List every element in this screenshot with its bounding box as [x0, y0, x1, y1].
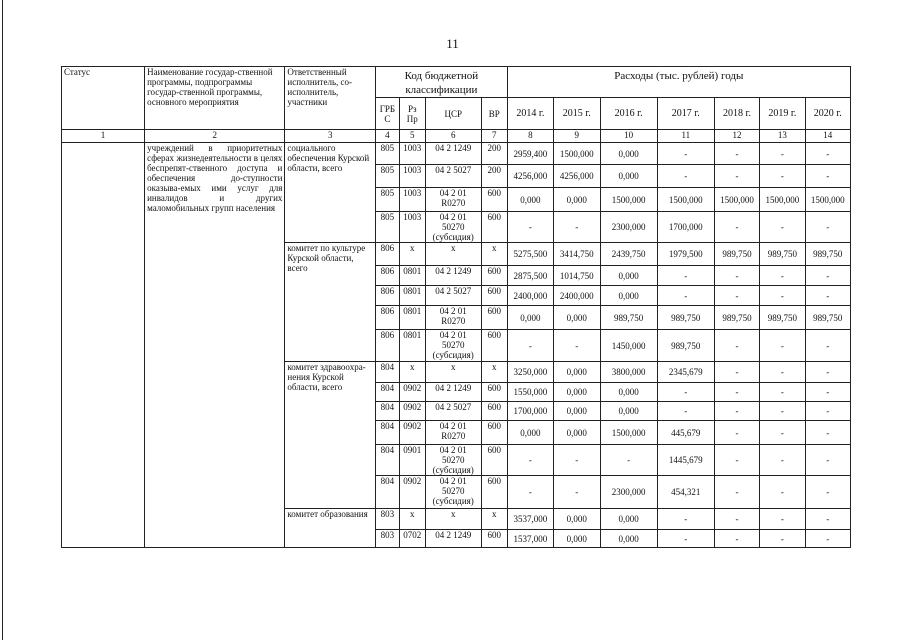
program-description: учреждений в приоритетных сферах жизнедеятельности в целях беспрепят-ственного доступа и обеспечения до-ступности оказыва-емых ими услуг для инвалидов и других маломобильных групп населения [145, 143, 285, 548]
rzpr-cell: 1003 [399, 143, 425, 165]
grbs-cell: 804 [376, 476, 400, 509]
expense-value: 989,750 [714, 306, 759, 330]
vr-cell: х [481, 362, 507, 383]
expense-value: - [714, 509, 759, 530]
expense-value: 2400,000 [554, 286, 600, 306]
page-number: 11 [446, 36, 459, 51]
csr-cell: 04 2 01 50270 (субсидия) [425, 212, 481, 243]
expense-value: 989,750 [657, 306, 714, 330]
grbs-cell: 804 [376, 402, 400, 421]
header-rzpr: Рз Пр [399, 98, 425, 130]
expense-value: 3414,750 [554, 243, 600, 266]
expense-value: 1500,000 [805, 188, 850, 212]
header-year: 2019 г. [760, 98, 805, 130]
vr-cell: 600 [481, 286, 507, 306]
rzpr-cell: х [399, 509, 425, 530]
expense-value: 1014,750 [554, 266, 600, 286]
expense-value: - [760, 266, 805, 286]
csr-cell: 04 2 01 50270 (субсидия) [425, 330, 481, 362]
expense-value: 0,000 [554, 362, 600, 383]
expense-value: - [507, 330, 553, 362]
header-vr: ВР [481, 98, 507, 130]
rzpr-cell: 0801 [399, 286, 425, 306]
rzpr-cell: 1003 [399, 188, 425, 212]
expense-value: 2875,500 [507, 266, 553, 286]
expense-value: - [554, 212, 600, 243]
expense-value: - [714, 165, 759, 188]
vr-cell: 600 [481, 330, 507, 362]
expense-value: - [657, 143, 714, 165]
vr-cell: 600 [481, 530, 507, 548]
expense-value: - [760, 362, 805, 383]
expense-value: - [507, 476, 553, 509]
expense-value: - [657, 266, 714, 286]
expense-value: - [760, 143, 805, 165]
responsible-organization: социального обеспечения Курской области, всего [285, 143, 376, 243]
expense-value: - [657, 509, 714, 530]
header-csr: ЦСР [425, 98, 481, 130]
expense-value: 1550,000 [507, 383, 553, 402]
rzpr-cell: 0801 [399, 330, 425, 362]
csr-cell: х [425, 243, 481, 266]
expense-value: - [760, 165, 805, 188]
expense-value: - [507, 445, 553, 476]
csr-cell: 04 2 1249 [425, 383, 481, 402]
expense-value: - [805, 165, 850, 188]
vr-cell: 600 [481, 445, 507, 476]
expense-value: 0,000 [507, 421, 553, 445]
column-number: 3 [285, 130, 376, 143]
column-number: 1 [62, 130, 145, 143]
expense-value: 1500,000 [714, 188, 759, 212]
csr-cell: 04 2 01 50270 (субсидия) [425, 476, 481, 509]
header-status: Статус [62, 67, 145, 130]
expense-value: - [714, 476, 759, 509]
expense-value: 1700,000 [507, 402, 553, 421]
expense-value: 0,000 [507, 306, 553, 330]
csr-cell: х [425, 362, 481, 383]
expense-value: - [507, 212, 553, 243]
vr-cell: 600 [481, 306, 507, 330]
csr-cell: 04 2 5027 [425, 165, 481, 188]
expense-value: 2300,000 [600, 212, 657, 243]
csr-cell: 04 2 01 R0270 [425, 306, 481, 330]
rzpr-cell: 1003 [399, 165, 425, 188]
rzpr-cell: 0901 [399, 445, 425, 476]
responsible-organization: комитет здравоохра-нения Курской области, всего [285, 362, 376, 509]
expense-value: 989,750 [805, 306, 850, 330]
expense-value: - [714, 445, 759, 476]
expense-value: 0,000 [507, 188, 553, 212]
expense-value: - [657, 402, 714, 421]
csr-cell: 04 2 01 50270 (субсидия) [425, 445, 481, 476]
grbs-cell: 806 [376, 306, 400, 330]
vr-cell: 600 [481, 188, 507, 212]
grbs-cell: 806 [376, 243, 400, 266]
page-edge-line [2, 0, 3, 640]
expense-value: 0,000 [554, 530, 600, 548]
expense-value: 0,000 [600, 266, 657, 286]
expense-value: - [760, 402, 805, 421]
grbs-cell: 806 [376, 286, 400, 306]
rzpr-cell: 0902 [399, 383, 425, 402]
grbs-cell: 804 [376, 445, 400, 476]
column-number: 4 [376, 130, 400, 143]
expense-value: 0,000 [554, 188, 600, 212]
column-number: 10 [600, 130, 657, 143]
vr-cell: х [481, 509, 507, 530]
table-row [62, 143, 851, 165]
header-year: 2015 г. [554, 98, 600, 130]
header-name: Наименование государ-ственной программы, подпрограммы государ-ственной программы, основного мероприятия [145, 67, 285, 130]
vr-cell: 600 [481, 383, 507, 402]
expense-value: - [657, 530, 714, 548]
expense-value: - [760, 212, 805, 243]
expense-value: - [657, 286, 714, 306]
expense-value: - [805, 330, 850, 362]
expense-value: - [657, 383, 714, 402]
vr-cell: 200 [481, 165, 507, 188]
grbs-cell: 805 [376, 165, 400, 188]
expense-value: - [714, 330, 759, 362]
expense-value: - [805, 402, 850, 421]
csr-cell: х [425, 509, 481, 530]
column-number: 2 [145, 130, 285, 143]
expense-value: 4256,000 [554, 165, 600, 188]
expense-value: 2300,000 [600, 476, 657, 509]
expense-value: 0,000 [600, 530, 657, 548]
expense-value: - [714, 143, 759, 165]
expense-value: 454,321 [657, 476, 714, 509]
vr-cell: х [481, 243, 507, 266]
grbs-cell: 806 [376, 330, 400, 362]
expense-value: - [805, 383, 850, 402]
expense-value: 2959,400 [507, 143, 553, 165]
expense-value: - [760, 383, 805, 402]
expense-value: 3800,000 [600, 362, 657, 383]
expense-value: 1500,000 [760, 188, 805, 212]
expense-value: 0,000 [600, 509, 657, 530]
expense-value: - [805, 476, 850, 509]
rzpr-cell: 0902 [399, 402, 425, 421]
vr-cell: 600 [481, 266, 507, 286]
header-budget-code: Код бюджетной классификации [376, 67, 508, 98]
column-number: 6 [425, 130, 481, 143]
header-responsible: Ответственный исполнитель, со-исполнитель, участники [285, 67, 376, 130]
expense-value: 1445,679 [657, 445, 714, 476]
expense-value: 1500,000 [600, 421, 657, 445]
expense-value: - [760, 509, 805, 530]
csr-cell: 04 2 1249 [425, 530, 481, 548]
csr-cell: 04 2 5027 [425, 286, 481, 306]
expense-value: - [805, 530, 850, 548]
expense-value: 2400,000 [507, 286, 553, 306]
expense-value: 2345,679 [657, 362, 714, 383]
expense-value: - [714, 212, 759, 243]
expense-value: - [805, 286, 850, 306]
rzpr-cell: 0902 [399, 476, 425, 509]
header-year: 2016 г. [600, 98, 657, 130]
csr-cell: 04 2 01 R0270 [425, 421, 481, 445]
header-year: 2018 г. [714, 98, 759, 130]
expense-value: 2439,750 [600, 243, 657, 266]
grbs-cell: 805 [376, 143, 400, 165]
expense-value: 0,000 [554, 306, 600, 330]
expense-value: 0,000 [554, 402, 600, 421]
grbs-cell: 806 [376, 266, 400, 286]
expense-value: 1979,500 [657, 243, 714, 266]
vr-cell: 600 [481, 402, 507, 421]
grbs-cell: 804 [376, 383, 400, 402]
expense-value: - [805, 266, 850, 286]
budget-table [61, 66, 851, 548]
grbs-cell: 805 [376, 212, 400, 243]
expense-value: - [805, 421, 850, 445]
expense-value: - [657, 165, 714, 188]
expense-value: - [714, 286, 759, 306]
expense-value: 4256,000 [507, 165, 553, 188]
csr-cell: 04 2 5027 [425, 402, 481, 421]
expense-value: - [714, 383, 759, 402]
expense-value: 1500,000 [600, 188, 657, 212]
expense-value: 445,679 [657, 421, 714, 445]
vr-cell: 600 [481, 212, 507, 243]
expense-value: 1537,000 [507, 530, 553, 548]
responsible-organization: комитет по культуре Курской области, всего [285, 243, 376, 362]
header-grbs: ГРБ С [376, 98, 400, 130]
rzpr-cell: 1003 [399, 212, 425, 243]
expense-value: - [554, 445, 600, 476]
csr-cell: 04 2 1249 [425, 266, 481, 286]
expense-value: 3537,000 [507, 509, 553, 530]
expense-value: 989,750 [760, 306, 805, 330]
column-number: 5 [399, 130, 425, 143]
vr-cell: 600 [481, 421, 507, 445]
header-year: 2014 г. [507, 98, 553, 130]
expense-value: 1450,000 [600, 330, 657, 362]
rzpr-cell: 0702 [399, 530, 425, 548]
rzpr-cell: 0801 [399, 266, 425, 286]
grbs-cell: 803 [376, 530, 400, 548]
expense-value: 0,000 [600, 143, 657, 165]
expense-value: 989,750 [714, 243, 759, 266]
grbs-cell: 803 [376, 509, 400, 530]
responsible-organization: комитет образования [285, 509, 376, 548]
expense-value: - [805, 445, 850, 476]
csr-cell: 04 2 01 R0270 [425, 188, 481, 212]
expense-value: 0,000 [600, 286, 657, 306]
expense-value: 0,000 [600, 402, 657, 421]
header-year: 2017 г. [657, 98, 714, 130]
expense-value: - [714, 362, 759, 383]
expense-value: - [714, 530, 759, 548]
vr-cell: 200 [481, 143, 507, 165]
expense-value: - [805, 362, 850, 383]
expense-value: 3250,000 [507, 362, 553, 383]
rzpr-cell: 0801 [399, 306, 425, 330]
expense-value: - [600, 445, 657, 476]
expense-value: - [554, 476, 600, 509]
expense-value: 989,750 [657, 330, 714, 362]
grbs-cell: 804 [376, 362, 400, 383]
rzpr-cell: х [399, 243, 425, 266]
expense-value: - [805, 509, 850, 530]
expense-value: - [714, 266, 759, 286]
grbs-cell: 805 [376, 188, 400, 212]
expense-value: 0,000 [600, 383, 657, 402]
column-number: 12 [714, 130, 759, 143]
column-number: 7 [481, 130, 507, 143]
column-number: 8 [507, 130, 553, 143]
expense-value: - [760, 530, 805, 548]
expense-value: - [714, 421, 759, 445]
status-cell [62, 143, 145, 548]
expense-value: 1500,000 [657, 188, 714, 212]
header-year: 2020 г. [805, 98, 850, 130]
expense-value: 0,000 [554, 509, 600, 530]
expense-value: 989,750 [760, 243, 805, 266]
expense-value: - [760, 421, 805, 445]
rzpr-cell: х [399, 362, 425, 383]
vr-cell: 600 [481, 476, 507, 509]
expense-value: 0,000 [600, 165, 657, 188]
expense-value: 0,000 [554, 383, 600, 402]
expense-value: - [760, 445, 805, 476]
header-expenses: Расходы (тыс. рублей) годы [507, 67, 850, 98]
grbs-cell: 804 [376, 421, 400, 445]
expense-value: - [760, 286, 805, 306]
expense-value: 989,750 [805, 243, 850, 266]
expense-value: 989,750 [600, 306, 657, 330]
expense-value: 5275,500 [507, 243, 553, 266]
csr-cell: 04 2 1249 [425, 143, 481, 165]
rzpr-cell: 0902 [399, 421, 425, 445]
expense-value: - [805, 212, 850, 243]
column-number: 11 [657, 130, 714, 143]
expense-value: - [760, 330, 805, 362]
expense-value: 1700,000 [657, 212, 714, 243]
column-number: 13 [760, 130, 805, 143]
column-number: 14 [805, 130, 850, 143]
expense-value: - [760, 476, 805, 509]
expense-value: 0,000 [554, 421, 600, 445]
expense-value: - [554, 330, 600, 362]
column-number: 9 [554, 130, 600, 143]
expense-value: - [714, 402, 759, 421]
expense-value: 1500,000 [554, 143, 600, 165]
expense-value: - [805, 143, 850, 165]
